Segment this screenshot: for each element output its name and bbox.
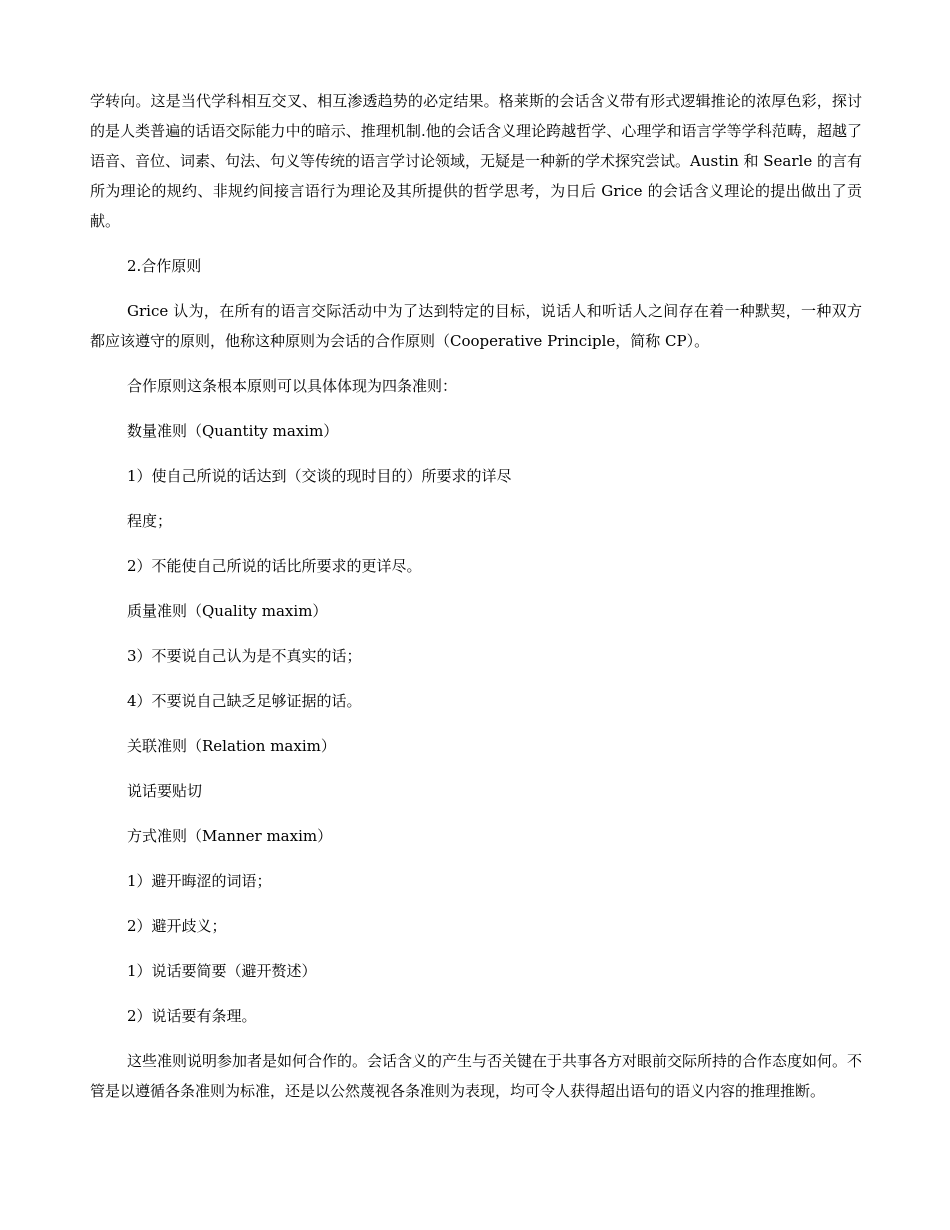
maxim-item: 1）避开晦涩的词语； [127, 872, 272, 890]
maxim-item: 说话要贴切 [127, 782, 203, 800]
cooperative-principle-paragraph: Grice 认为，在所有的语言交际活动中为了达到特定的目标，说话人和听话人之间存在着一种默契，一种双方都应该遵守的原则，他称这种原则为会话的合作原则（Cooperative Principle，简称 CP）。 [90, 302, 862, 350]
maxim-item: 3）不要说自己认为是不真实的话； [127, 647, 362, 665]
maxim-item: 2）避开歧义； [127, 917, 227, 935]
maxim-heading-manner: 方式准则（Manner maxim） [127, 827, 333, 845]
document-page [90, 86, 862, 1121]
maxim-heading-relation: 关联准则（Relation maxim） [127, 737, 336, 755]
maxim-item: 4）不要说自己缺乏足够证据的话。 [127, 692, 362, 710]
maxim-item: 1）说话要简要（避开赘述） [127, 962, 317, 980]
maxim-item: 1）使自己所说的话达到（交谈的现时目的）所要求的详尽 [127, 467, 512, 485]
maxims-intro: 合作原则这条根本原则可以具体体现为四条准则： [127, 377, 458, 395]
intro-paragraph: 学转向。这是当代学科相互交叉、相互渗透趋势的必定结果。格莱斯的会话含义带有形式逻辑推论的浓厚色彩，探讨的是人类普遍的话语交际能力中的暗示、推理机制.他的会话含义理论跨越哲学、心理学和语言学等学科范畴，超越了语音、音位、词素、句法、句义等传统的语言学讨论领域，无疑是一种新的学术探究尝试。Austin 和 Searle 的言有所为理论的规约、非规约间接言语行为理论及其所提供的哲学思考，为日后 Grice 的会话含义理论的提出做出了贡献。 [90, 92, 862, 230]
section-heading: 2.合作原则 [127, 257, 202, 275]
closing-paragraph: 这些准则说明参加者是如何合作的。会话含义的产生与否关键在于共事各方对眼前交际所持的合作态度如何。不管是以遵循各条准则为标准，还是以公然蔑视各条准则为表现，均可令人获得超出语句的语义内容的推理推断。 [90, 1052, 863, 1100]
maxim-heading-quality: 质量准则（Quality maxim） [127, 602, 328, 620]
maxim-item: 2）说话要有条理。 [127, 1007, 257, 1025]
maxim-heading-quantity: 数量准则（Quantity maxim） [127, 422, 339, 440]
maxim-item: 2）不能使自己所说的话比所要求的更详尽。 [127, 557, 422, 575]
maxim-item-continuation: 程度； [127, 512, 173, 530]
